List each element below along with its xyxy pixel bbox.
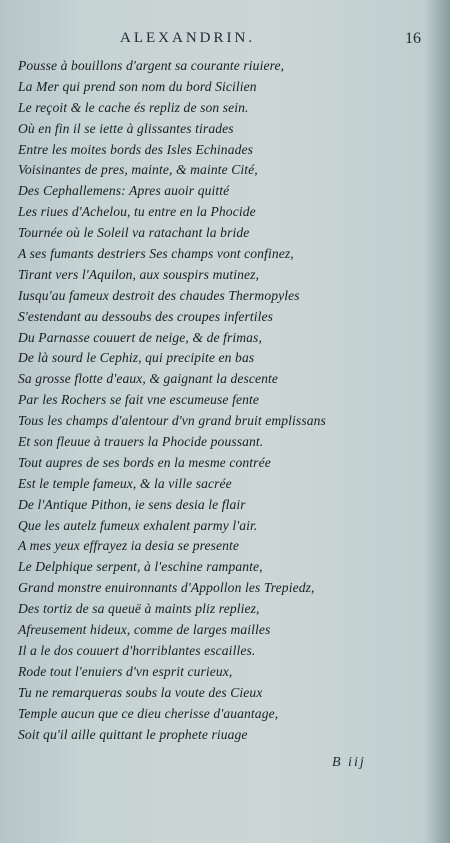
verse-line: Des Cephallemens: Apres auoir quitté: [18, 183, 230, 199]
verse-line: Rode tout l'enuiers d'vn esprit curieux,: [18, 663, 233, 679]
verse-line: Les riues d'Achelou, tu entre en la Phocide: [18, 204, 256, 220]
verse-line: Pousse à bouillons d'argent sa courante riuiere,: [18, 58, 285, 73]
verse-line: Tu ne remarqueras soubs la voute des Cieux: [18, 684, 263, 700]
verse-line: Iusqu'au fameux destroit des chaudes Thermopyles: [18, 287, 300, 303]
verse-line: S'estendant au dessoubs des croupes infertiles: [18, 308, 274, 324]
verse-line: Voisinantes de pres, mainte, & mainte Cité,: [18, 162, 258, 178]
verse-line: Soit qu'il aille quittant le prophete riuage: [18, 726, 248, 742]
signature-mark: B iij: [332, 755, 366, 770]
verse-line: Il a le dos couuert d'horriblantes escailles.: [18, 642, 256, 658]
verse-line: Entre les moites bords des Isles Echinades: [18, 141, 254, 157]
verse-line: A mes yeux effrayez ia desia se presente: [18, 538, 240, 554]
verse-line: Temple aucun que ce dieu cherisse d'auantage,: [18, 705, 279, 721]
verse-line: Que les autelz fumeux exhalent parmy l'air.: [18, 517, 258, 533]
page-header: [0, 30, 450, 52]
verse-line: De l'Antique Pithon, ie sens desia le flair: [18, 496, 246, 512]
verse-line: La Mer qui prend son nom du bord Sicilien: [18, 78, 257, 94]
verse-line: Et son fleuue à trauers la Phocide poussant.: [18, 434, 264, 450]
verse-line: Où en fin il se iette à glissantes tirades: [18, 120, 234, 136]
verse-line: De là sourd le Cephiz, qui precipite en bas: [18, 350, 255, 366]
verse-line: Grand monstre enuironnants d'Appollon les Trepiedz,: [18, 580, 315, 596]
verse-line: Tirant vers l'Aquilon, aux souspirs mutinez,: [18, 266, 260, 282]
verse-line: Tous les champs d'alentour d'vn grand bruit emplissans: [18, 413, 326, 429]
verse-line: Sa grosse flotte d'eaux, & gaignant la descente: [18, 371, 279, 387]
verse-line: Le reçoit & le cache és repliz de son sein.: [18, 99, 249, 115]
running-head: ALEXANDRIN.: [120, 30, 256, 46]
verse-line: Le Delphique serpent, à l'eschine rampante,: [18, 559, 263, 575]
verse-line: Tout aupres de ses bords en la mesme contrée: [18, 454, 271, 470]
verse-text: [18, 56, 438, 745]
verse-line: Afreusement hideux, comme de larges mailles: [18, 622, 271, 638]
verse-line: Tournée où le Soleil va ratachant la bride: [18, 225, 250, 241]
verse-line: Est le temple fameux, & la ville sacrée: [18, 475, 232, 491]
verse-line: Par les Rochers se fait vne escumeuse fente: [18, 392, 259, 408]
verse-line: A ses fumants destriers Ses champs vont confinez,: [18, 246, 294, 262]
verse-line: Des tortiz de sa queuë à maints pliz repliez,: [18, 601, 260, 617]
verse-line: Du Parnasse couuert de neige, & de frimas,: [18, 329, 262, 345]
page-number: 16: [405, 30, 421, 47]
